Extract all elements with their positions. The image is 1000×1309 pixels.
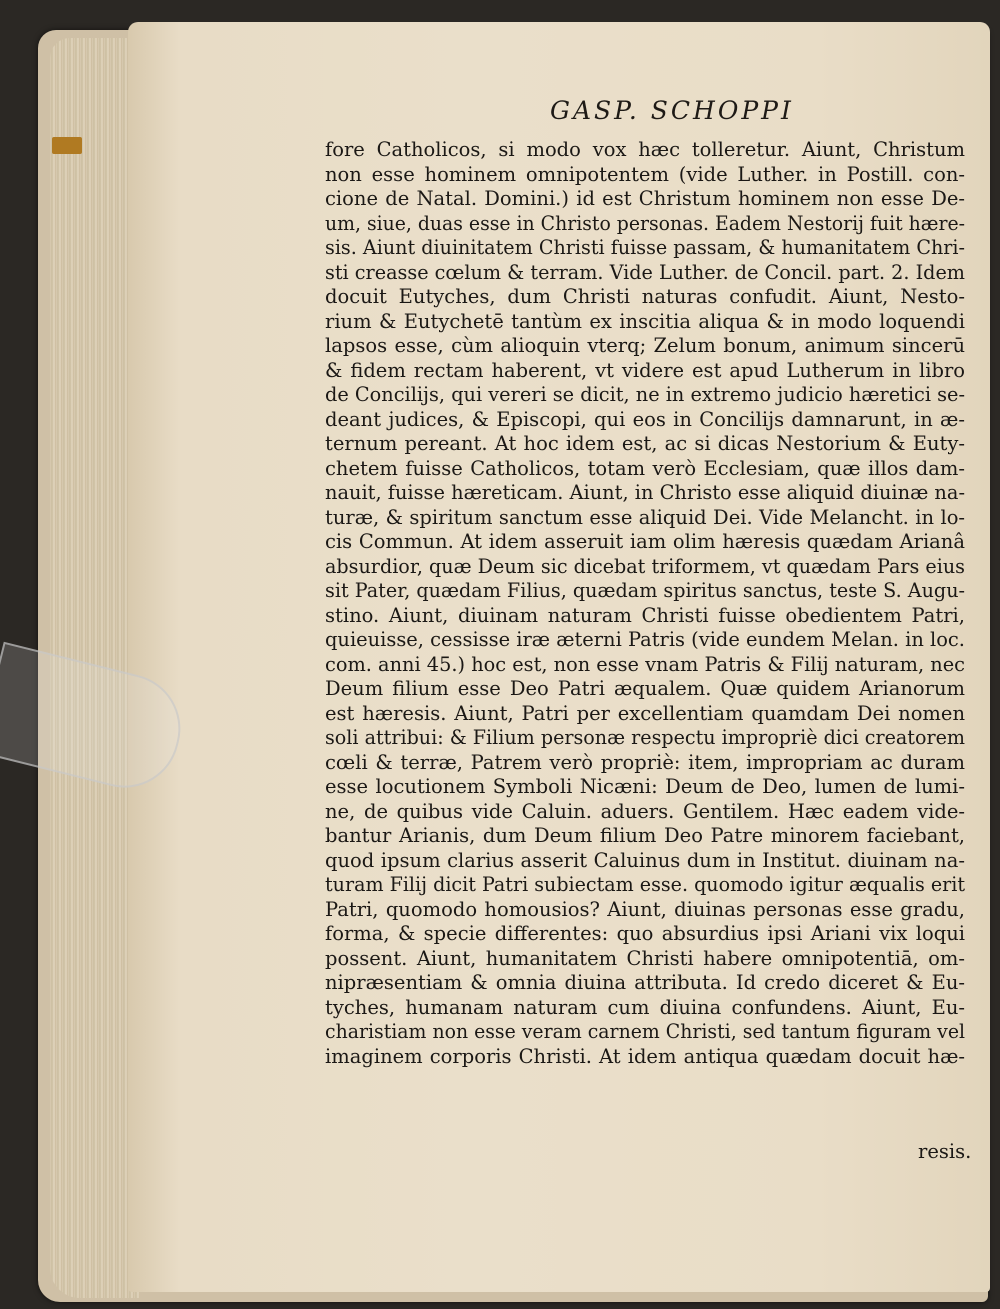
text-line: Deum filium esse Deo Patri æqualem. Quæ quidem Arianorum: [325, 677, 965, 700]
text-line: cione de Natal. Domini.) id est Christum hominem non esse De-: [325, 187, 965, 210]
text-line: nauit, fuisse hæreticam. Aiunt, in Christo esse aliquid diuinæ na-: [325, 481, 966, 504]
text-line: quieuisse, cessisse iræ æterni Patris (vide eundem Melan. in loc.: [325, 628, 965, 651]
text-line: imaginem corporis Christi. At idem antiqua quædam docuit hæ-: [325, 1044, 966, 1068]
text-line: cis Commun. At idem asseruit iam olim hæresis quædam Arianâ: [325, 530, 965, 553]
text-line: stino. Aiunt, diuinam naturam Christi fuisse obedientem Patri,: [325, 603, 965, 627]
text-line: com. anni 45.) hoc est, non esse vnam Patris & Filij naturam, nec: [325, 652, 965, 676]
text-line: cœli & terræ, Patrem verò propriè: item, impropriam ac duram: [325, 750, 965, 774]
text-line: sit Pater, quædam Filius, quædam spiritus sanctus, teste S. Augu-: [325, 579, 966, 602]
text-line: rium & Eutychetē tantùm ex inscitia aliqua & in modo loquendi: [325, 309, 966, 333]
bookmark-tab: [52, 137, 82, 154]
text-line: lapsos esse, cùm alioquin vterq; Zelum bonum, animum sincerū: [325, 334, 966, 357]
text-line: & fidem rectam haberent, vt videre est apud Lutherum in libro: [325, 358, 966, 382]
text-line: soli attribui: & Filium personæ respectu impropriè dici creatorem: [325, 726, 966, 749]
text-line: docuit Eutyches, dum Christi naturas confudit. Aiunt, Nesto-: [325, 285, 965, 308]
text-line: bantur Arianis, dum Deum filium Deo Patre minorem faciebant,: [325, 824, 965, 847]
text-line: deant judices, & Episcopi, qui eos in Concilijs damnarunt, in æ-: [325, 407, 965, 431]
catchword: resis.: [918, 1140, 972, 1163]
text-line: turam Filij dicit Patri subiectam esse. quomodo igitur æqualis erit: [325, 873, 966, 896]
text-line: forma, & specie differentes: quo absurdius ipsi Ariani vix loqui: [325, 922, 965, 945]
text-line: chetem fuisse Catholicos, totam verò Ecclesiam, quæ illos dam-: [325, 456, 965, 480]
text-line: quod ipsum clarius asserit Caluinus dum in Institut. diuinam na-: [325, 848, 965, 872]
text-line: absurdior, quæ Deum sic dicebat triformem, vt quædam Pars eius: [325, 554, 966, 578]
text-line: sis. Aiunt diuinitatem Christi fuisse passam, & humanitatem Chri-: [325, 236, 966, 259]
text-line: non esse hominem omnipotentem (vide Luther. in Postill. con-: [325, 162, 965, 186]
text-line: fore Catholicos, si modo vox hæc tolleretur. Aiunt, Christum: [325, 138, 966, 161]
text-line: nipræsentiam & omnia diuina attributa. Id credo diceret & Eu-: [325, 971, 966, 994]
body-text: [325, 138, 965, 1069]
text-line: de Concilijs, qui vereri se dicit, ne in extremo judicio hæretici se-: [325, 383, 965, 406]
text-line: um, siue, duas esse in Christo personas. Eadem Nestorij fuit hære-: [325, 211, 965, 235]
text-line: turæ, & spiritum sanctum esse aliquid Dei. Vide Melancht. in lo-: [325, 505, 966, 529]
running-head: GASP. SCHOPPI: [550, 96, 794, 125]
text-line: est hæresis. Aiunt, Patri per excellentiam quamdam Dei nomen: [325, 701, 966, 725]
text-line: ternum pereant. At hoc idem est, ac si dicas Nestorium & Euty-: [325, 432, 965, 455]
text-line: possent. Aiunt, humanitatem Christi habere omnipotentiā, om-: [325, 946, 965, 970]
text-line: sti creasse cœlum & terram. Vide Luther. de Concil. part. 2. Idem: [325, 260, 966, 284]
text-line: tyches, humanam naturam cum diuina confundens. Aiunt, Eu-: [325, 995, 965, 1019]
text-line: esse locutionem Symboli Nicæni: Deum de Deo, lumen de lumi-: [325, 775, 965, 798]
text-line: charistiam non esse veram carnem Christi, sed tantum figuram vel: [325, 1020, 966, 1043]
text-line: ne, de quibus vide Caluin. aduers. Gentilem. Hæc eadem vide-: [325, 799, 966, 823]
text-line: Patri, quomodo homousios? Aiunt, diuinas personas esse gradu,: [325, 897, 965, 921]
